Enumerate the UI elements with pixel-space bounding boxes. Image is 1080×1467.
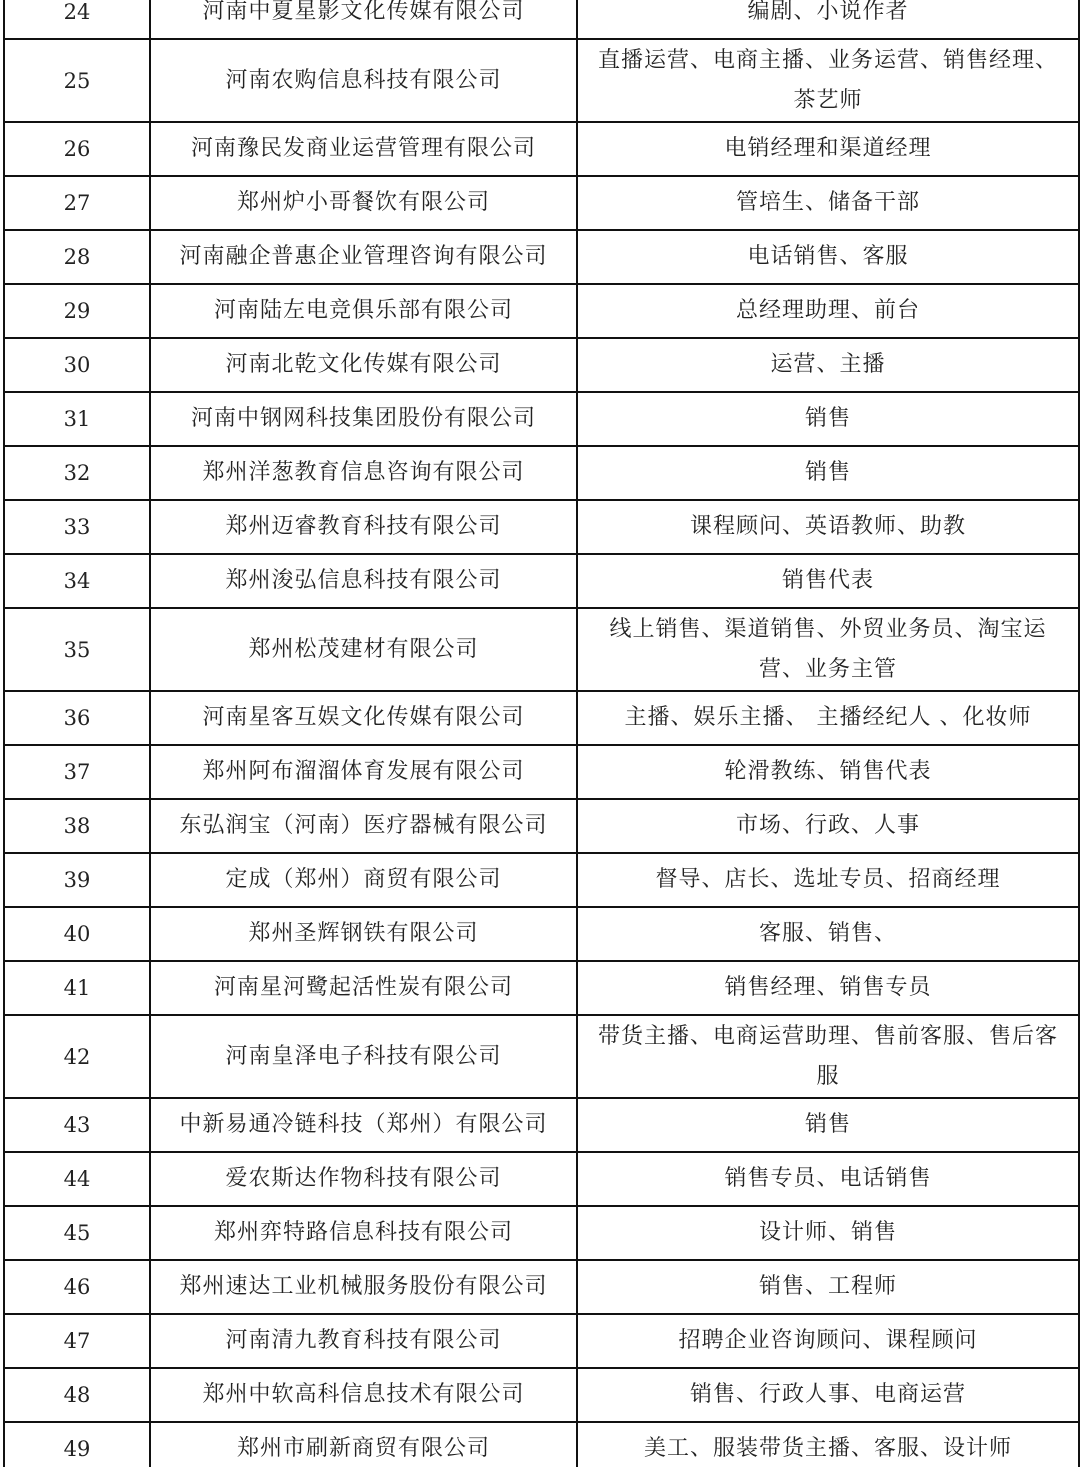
table-row — [4, 284, 1079, 338]
table-row — [4, 338, 1079, 392]
company-name: 郑州圣辉钢铁有限公司 — [150, 907, 577, 961]
job-positions: 招聘企业咨询顾问、课程顾问 — [577, 1314, 1079, 1368]
table-row — [4, 230, 1079, 284]
company-name: 郑州浚弘信息科技有限公司 — [150, 554, 577, 608]
table-row — [4, 554, 1079, 608]
company-name: 河南中夏星影文化传媒有限公司 — [150, 0, 577, 39]
row-number: 36 — [4, 691, 150, 745]
job-positions: 销售经理、销售专员 — [577, 961, 1079, 1015]
job-positions: 课程顾问、英语教师、助教 — [577, 500, 1079, 554]
table-row — [4, 1260, 1079, 1314]
company-name: 河南农购信息科技有限公司 — [150, 39, 577, 122]
table-row — [4, 1422, 1079, 1467]
row-number: 34 — [4, 554, 150, 608]
row-number: 29 — [4, 284, 150, 338]
company-name: 东弘润宝（河南）医疗器械有限公司 — [150, 799, 577, 853]
job-positions: 总经理助理、前台 — [577, 284, 1079, 338]
table-row — [4, 1098, 1079, 1152]
row-number: 37 — [4, 745, 150, 799]
row-number: 35 — [4, 608, 150, 691]
row-number: 47 — [4, 1314, 150, 1368]
table-row — [4, 1152, 1079, 1206]
company-name: 郑州松茂建材有限公司 — [150, 608, 577, 691]
job-positions: 销售、工程师 — [577, 1260, 1079, 1314]
table-row — [4, 745, 1079, 799]
table-row — [4, 176, 1079, 230]
company-name: 郑州阿布溜溜体育发展有限公司 — [150, 745, 577, 799]
row-number: 42 — [4, 1015, 150, 1098]
table-row — [4, 608, 1079, 691]
company-name: 爱农斯达作物科技有限公司 — [150, 1152, 577, 1206]
company-name: 定成（郑州）商贸有限公司 — [150, 853, 577, 907]
row-number: 30 — [4, 338, 150, 392]
table-row — [4, 853, 1079, 907]
company-name: 中新易通冷链科技（郑州）有限公司 — [150, 1098, 577, 1152]
row-number: 44 — [4, 1152, 150, 1206]
job-positions: 管培生、储备干部 — [577, 176, 1079, 230]
table-row — [4, 446, 1079, 500]
job-positions: 客服、销售、 — [577, 907, 1079, 961]
job-positions: 轮滑教练、销售代表 — [577, 745, 1079, 799]
company-name: 郑州中软高科信息技术有限公司 — [150, 1368, 577, 1422]
row-number: 25 — [4, 39, 150, 122]
company-name: 河南星客互娱文化传媒有限公司 — [150, 691, 577, 745]
table-row — [4, 1015, 1079, 1098]
job-positions: 督导、店长、选址专员、招商经理 — [577, 853, 1079, 907]
company-name: 河南中钢网科技集团股份有限公司 — [150, 392, 577, 446]
job-positions: 销售专员、电话销售 — [577, 1152, 1079, 1206]
table-row — [4, 1314, 1079, 1368]
table-row — [4, 1206, 1079, 1260]
row-number: 45 — [4, 1206, 150, 1260]
row-number: 38 — [4, 799, 150, 853]
row-number: 49 — [4, 1422, 150, 1467]
job-positions: 美工、服装带货主播、客服、设计师 — [577, 1422, 1079, 1467]
company-name: 河南融企普惠企业管理咨询有限公司 — [150, 230, 577, 284]
job-positions: 电销经理和渠道经理 — [577, 122, 1079, 176]
table-row — [4, 691, 1079, 745]
row-number: 31 — [4, 392, 150, 446]
company-name: 郑州迈睿教育科技有限公司 — [150, 500, 577, 554]
row-number: 39 — [4, 853, 150, 907]
table-row — [4, 1368, 1079, 1422]
table-row — [4, 0, 1079, 39]
row-number: 24 — [4, 0, 150, 39]
job-positions: 编剧、小说作者 — [577, 0, 1079, 39]
job-positions: 销售代表 — [577, 554, 1079, 608]
row-number: 41 — [4, 961, 150, 1015]
row-number: 32 — [4, 446, 150, 500]
job-positions: 直播运营、电商主播、业务运营、销售经理、茶艺师 — [577, 39, 1079, 122]
company-name: 河南清九教育科技有限公司 — [150, 1314, 577, 1368]
table-row — [4, 961, 1079, 1015]
table-row — [4, 799, 1079, 853]
job-positions: 电话销售、客服 — [577, 230, 1079, 284]
company-name: 河南陆左电竞俱乐部有限公司 — [150, 284, 577, 338]
row-number: 26 — [4, 122, 150, 176]
job-listing-table — [3, 0, 1080, 1467]
job-positions: 设计师、销售 — [577, 1206, 1079, 1260]
job-positions: 运营、主播 — [577, 338, 1079, 392]
company-name: 河南豫民发商业运营管理有限公司 — [150, 122, 577, 176]
job-positions: 线上销售、渠道销售、外贸业务员、淘宝运营、业务主管 — [577, 608, 1079, 691]
company-name: 郑州速达工业机械服务股份有限公司 — [150, 1260, 577, 1314]
job-positions: 销售、行政人事、电商运营 — [577, 1368, 1079, 1422]
table-row — [4, 39, 1079, 122]
company-name: 河南北乾文化传媒有限公司 — [150, 338, 577, 392]
row-number: 33 — [4, 500, 150, 554]
company-name: 郑州弈特路信息科技有限公司 — [150, 1206, 577, 1260]
table-row — [4, 122, 1079, 176]
job-positions: 市场、行政、人事 — [577, 799, 1079, 853]
table-row — [4, 500, 1079, 554]
job-positions: 销售 — [577, 1098, 1079, 1152]
company-name: 郑州洋葱教育信息咨询有限公司 — [150, 446, 577, 500]
table-row — [4, 907, 1079, 961]
row-number: 46 — [4, 1260, 150, 1314]
company-name: 河南皇泽电子科技有限公司 — [150, 1015, 577, 1098]
row-number: 43 — [4, 1098, 150, 1152]
job-positions: 主播、娱乐主播、 主播经纪人 、化妆师 — [577, 691, 1079, 745]
row-number: 27 — [4, 176, 150, 230]
row-number: 28 — [4, 230, 150, 284]
job-positions: 带货主播、电商运营助理、售前客服、售后客服 — [577, 1015, 1079, 1098]
company-name: 河南星河鹭起活性炭有限公司 — [150, 961, 577, 1015]
company-name: 郑州炉小哥餐饮有限公司 — [150, 176, 577, 230]
table-row — [4, 392, 1079, 446]
job-positions: 销售 — [577, 392, 1079, 446]
row-number: 48 — [4, 1368, 150, 1422]
row-number: 40 — [4, 907, 150, 961]
job-positions: 销售 — [577, 446, 1079, 500]
company-name: 郑州市刷新商贸有限公司 — [150, 1422, 577, 1467]
